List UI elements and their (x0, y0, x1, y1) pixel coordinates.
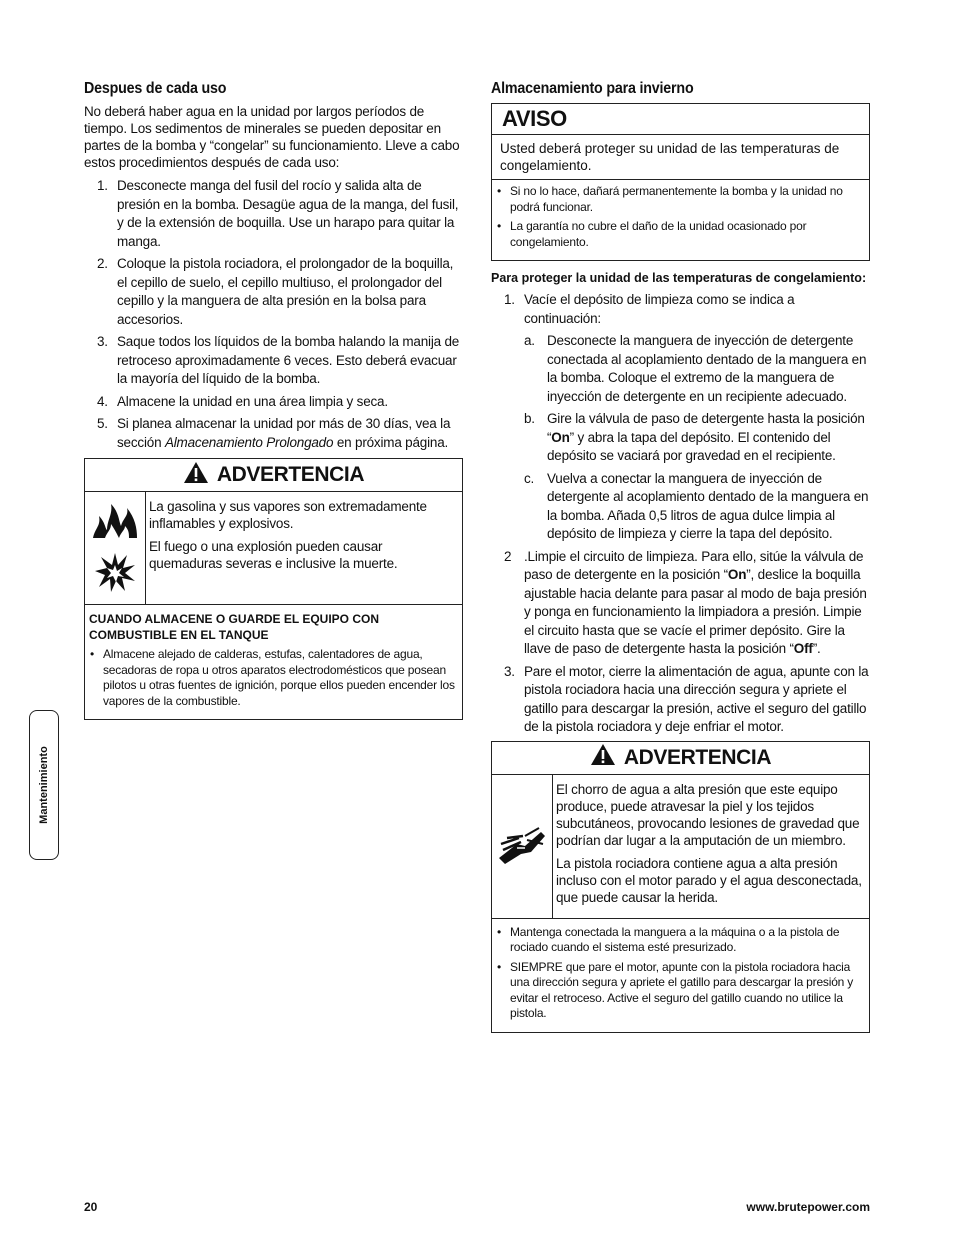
list-item: 1. Desconecte manga del fusil del rocío y salida alta de presión en la bomba. Desagüe agua de la manga, del fusil, y de la extensión de boquilla. Use un harapo para quitar la manga. (97, 178, 459, 249)
protect-heading: Para proteger la unidad de las temperaturas de congelamiento: (491, 271, 867, 285)
list-item: b. Gire la válvula de paso de detergente hasta la posición “On” y abra la tapa del depósito. El contenido del depósito se vaciará por gravedad en el recipiente. (524, 411, 865, 463)
fuel-warning-box (84, 458, 463, 720)
fire-icon (89, 498, 141, 545)
winter-steps (491, 291, 870, 737)
page-number: 20 (84, 1200, 98, 1214)
warning-triangle-icon (183, 461, 209, 490)
list-item: 4. Almacene la unidad en una área limpia y seca. (97, 393, 388, 409)
warning-triangle-icon (590, 743, 616, 772)
footer-url: www.brutepower.com (746, 1200, 870, 1214)
list-item: a. Desconecte la manguera de inyección de detergente conectada al acoplamiento dentado de la manguera en la bomba. Coloque el extremo de la manguera de inyección de detergente en un recipiente adecuado. (524, 333, 867, 404)
list-item: • SIEMPRE que pare el motor, apunte con la pistola rociadora hacia una dirección segura y apriete el gatillo para descargar la presión y evitar el retroceso. Active el seguro del gatillo cuando no utilice la pistola. (496, 960, 863, 1022)
warning-bullets (492, 919, 869, 1032)
section-heading-winter-storage: Almacenamiento para invierno (491, 80, 694, 97)
pressure-warning-box (491, 741, 870, 1033)
warning-title: ADVERTENCIA (623, 745, 772, 769)
list-item: 2. Coloque la pistola rociadora, el prolongador de la boquilla, el cepillo de suelo, el cepillo multiuso, el prolongador del cepillo y la manguera de alta presión en la bolsa para accesorios. (97, 256, 454, 327)
warning-header (492, 742, 869, 775)
list-item: • Si no lo hace, dañará permanentemente la bomba y la unidad no podrá funcionar. (496, 184, 863, 215)
warning-text-spray: El chorro de agua a alta presión que este equipo produce, puede atravesar la piel y los tejidos subcutáneos, provocando lesiones de gravedad que podrían dar lugar a la amputación de un miembro. (556, 781, 860, 848)
right-column (491, 80, 870, 1033)
list-item: • Almacene alejado de calderas, estufas, calentadores de agua, secadoras de ropa u otros aparatos electrodomésticos que posean pilotos u otras fuentes de ignición, porque ellos pueden encender los vapores de la combustible. (89, 647, 456, 709)
explosion-icon (93, 551, 137, 598)
list-item: 3. Saque todos los líquidos de la bomba halando la manija de retroceso aproximadamente 6 veces. Esto deberá evacuar la mayoría del líquido de la bomba. (97, 334, 460, 386)
notice-box (491, 103, 870, 261)
sub-steps (524, 332, 870, 544)
notice-text: Usted deberá proteger su unidad de las temperaturas de congelamiento. (492, 135, 869, 180)
side-tab-label: Mantenimiento (38, 746, 50, 824)
warning-header (85, 459, 462, 492)
list-item: 3. Pare el motor, cierre la alimentación de agua, apunte con la pistola rociadora hacia una dirección segura y apriete el gatillo para descargar la presión, active el seguro del gatillo de la pistola rociadora y deje enfriar el motor. (504, 663, 869, 734)
after-use-steps (84, 177, 463, 452)
warning-subheading: CUANDO ALMACENE O GUARDE EL EQUIPO CON COMBUSTIBLE EN EL TANQUE (89, 612, 380, 642)
intro-paragraph: No deberá haber agua en la unidad por largos períodos de tiempo. Los sedimentos de minerales se pueden depositar en partes de la bomba y “congelar” su funcionamiento. Lleve a cabo estos procedimientos después de cada uso: (84, 104, 460, 170)
list-item: 2 .Limpie el circuito de limpieza. Para ello, sitúe la válvula de paso de detergente en la posición “On”, deslice la boquilla ajustable hacia delante para pasar al modo de baja presión y ponga en funcionamiento la limpiadora a presión. Limpie el circuito hasta que se vacíe el primer depósito. Gire la llave de paso de detergente hasta la posición “Off”. (504, 548, 867, 656)
section-side-tab (29, 710, 59, 860)
left-column (84, 80, 463, 720)
notice-bullets (492, 180, 869, 260)
list-item: c. Vuelva a conectar la manguera de inyección de detergente al acoplamiento dentado de la manguera en la bomba. Añada 0,5 litros de agua dulce limpia al depósito de limpieza y cierre la tapa del depósito. (524, 470, 869, 541)
list-item: 5. Si planea almacenar la unidad por más de 30 días, vea la sección Almacenamiento Prolongado en próxima página. (97, 416, 451, 450)
warning-text-gun: La pistola rociadora contiene agua a alta presión incluso con el motor parado y el agua desconectada, que puede causar la herida. (556, 855, 862, 905)
list-item: 1. Vacíe el depósito de limpieza como se indica a continuación: a. Desconecte la manguera de inyección de detergente conectada al acoplamiento dentado de la manguera en la bomba. Coloque el extremo de la manguera de inyección de detergente en un recipiente adecuado. b. Gire la válvula de paso de detergente hasta la posición “On” y abra la tapa del depósito. El contenido del depósito se vaciará por gravedad en el recipiente. c. Vuelva a conectar la manguera de inyección de detergente al acoplamiento dentado de la manguera en la bomba. Añada 0,5 litros de agua dulce limpia al depósito de limpieza y cierre la tapa del depósito. (491, 291, 870, 544)
high-pressure-spray-icon (497, 824, 547, 869)
warning-bullets (85, 645, 462, 719)
notice-header (492, 104, 869, 135)
warning-title: ADVERTENCIA (216, 463, 365, 486)
warning-text-fire: El fuego o una explosión pueden causar quemaduras severas e inclusive la muerte. (149, 539, 398, 571)
warning-text-flammable: La gasolina y sus vapores son extremadamente inflamables y explosivos. (149, 499, 427, 531)
section-heading-after-use: Despues de cada uso (84, 80, 227, 97)
notice-title: AVISO (502, 106, 567, 131)
list-item: • La garantía no cubre el daño de la unidad ocasionado por congelamiento. (496, 219, 863, 250)
list-item: • Mantenga conectada la manguera a la máquina o a la pistola de rociado cuando el sistema esté presurizado. (496, 925, 863, 956)
